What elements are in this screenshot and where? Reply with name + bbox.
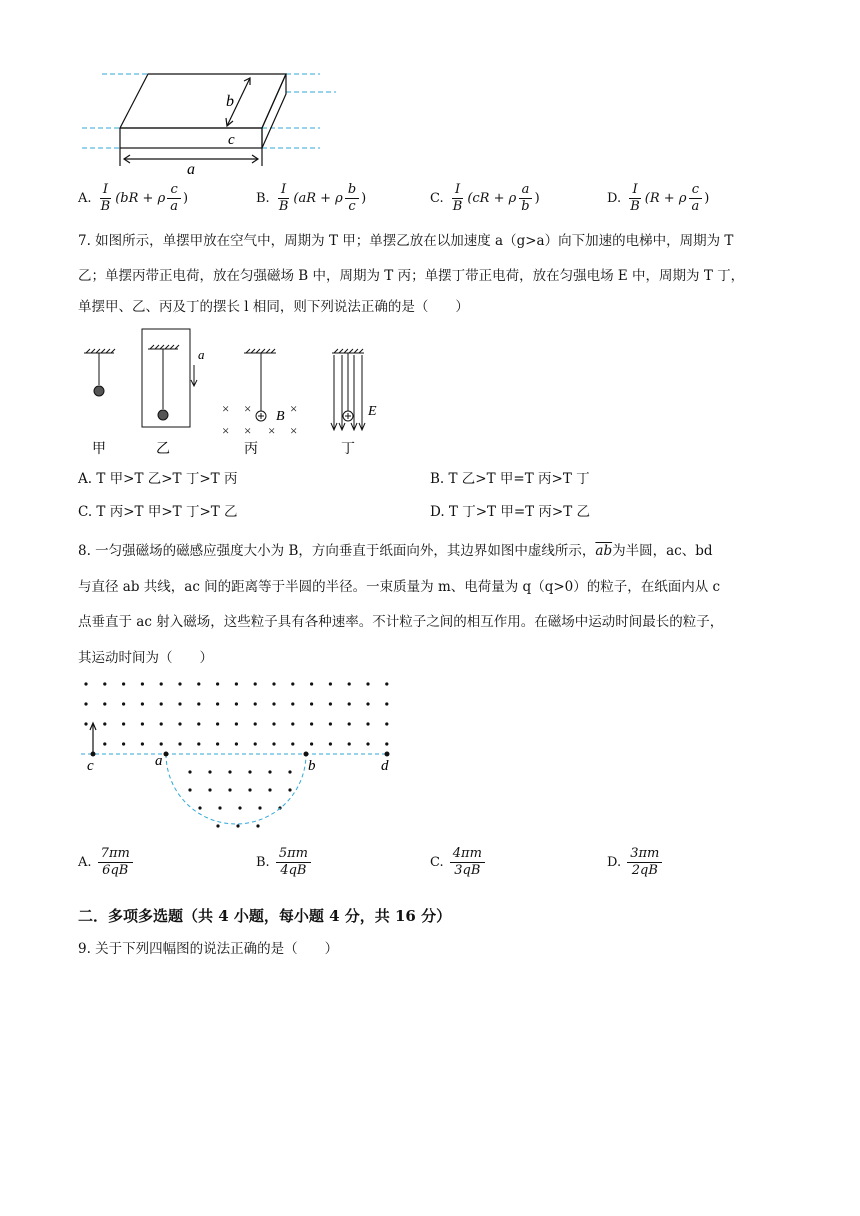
svg-text:d: d xyxy=(381,758,389,774)
svg-text:丙: 丙 xyxy=(244,442,258,457)
svg-text:甲: 甲 xyxy=(92,442,106,457)
q8-option-d: D. $\frac{3\pi m}{2qB}$ xyxy=(607,846,664,879)
svg-text:b: b xyxy=(308,758,316,774)
svg-text:a: a xyxy=(198,347,205,362)
q6-option-a: A. $\frac{I}{B}$ (bR + ρ $\frac{c}{a}$ ) xyxy=(78,182,189,214)
q7-option-d: D. T 丁>T 甲=T 丙>T 乙 xyxy=(430,504,591,520)
q6-option-d: D. $\frac{I}{B}$ (R + ρ $\frac{c}{a}$ ) xyxy=(607,182,710,214)
q6-option-b: B. $\frac{I}{B}$ (aR + ρ $\frac{b}{c}$ ) xyxy=(256,182,367,214)
q8-line4: 其运动时间为（ ） xyxy=(78,650,213,666)
svg-text:×: × xyxy=(290,423,298,438)
svg-text:×: × xyxy=(244,423,252,438)
q7-line2: 乙；单摆丙带正电荷，放在匀强磁场 B 中，周期为 T 丙；单摆丁带正电荷，放在匀强电场 E 中，周期为 T 丁， xyxy=(78,268,745,284)
svg-text:乙: 乙 xyxy=(156,442,170,457)
q8-line3: 点垂直于 ac 射入磁场，这些粒子具有各种速率。不计粒子之间的相互作用。在磁场中运动时间最长的粒子， xyxy=(78,614,724,630)
q7-option-b: B. T 乙>T 甲=T 丙>T 丁 xyxy=(430,471,590,487)
slab-label-a: a xyxy=(187,161,195,176)
svg-text:B: B xyxy=(276,409,285,424)
svg-text:E: E xyxy=(368,404,377,419)
q7-option-c: C. T 丙>T 甲>T 丁>T 乙 xyxy=(78,504,238,520)
q8-option-c: C. $\frac{4\pi m}{3qB}$ xyxy=(430,846,487,879)
q7-line1: 7. 如图所示，单摆甲放在空气中，周期为 T 甲；单摆乙放在以加速度 a（g>a）向下加速的电梯中，周期为 T xyxy=(78,233,734,249)
section-2-heading: 二．多项多选题（共 4 小题，每小题 4 分，共 16 分） xyxy=(78,907,452,925)
q8-option-b: B. $\frac{5\pi m}{4qB}$ xyxy=(256,846,313,879)
q9-line1: 9. 关于下列四幅图的说法正确的是（ ） xyxy=(78,941,339,957)
svg-text:c: c xyxy=(87,758,94,774)
q6-option-c: C. $\frac{I}{B}$ (cR + ρ $\frac{a}{b}$ ) xyxy=(430,182,540,214)
pendulum-figure xyxy=(78,325,398,460)
svg-text:×: × xyxy=(268,423,276,438)
svg-text:×: × xyxy=(244,401,252,416)
q8-option-a: A. $\frac{7\pi m}{6qB}$ xyxy=(78,846,135,879)
slab-figure xyxy=(80,66,350,176)
slab-label-c: c xyxy=(228,132,235,148)
q8-line1: 8. 一匀强磁场的磁感应强度大小为 B，方向垂直于纸面向外，其边界如图中虚线所示，$\overline{ab}$为半圆，ac、bd xyxy=(78,543,713,559)
slab-label-b: b xyxy=(226,93,234,110)
svg-text:×: × xyxy=(222,423,230,438)
svg-text:丁: 丁 xyxy=(341,442,355,457)
q7-line3: 单摆甲、乙、丙及丁的摆长 l 相同，则下列说法正确的是（ ） xyxy=(78,299,469,315)
q7-option-a: A. T 甲>T 乙>T 丁>T 丙 xyxy=(78,471,238,487)
svg-text:a: a xyxy=(155,753,163,769)
magnetic-field-figure xyxy=(78,672,398,832)
svg-text:×: × xyxy=(222,401,230,416)
svg-text:×: × xyxy=(290,401,298,416)
q8-line2: 与直径 ab 共线，ac 间的距离等于半圆的半径。一束质量为 m、电荷量为 q（q>0）的粒子，在纸面内从 c xyxy=(78,579,721,595)
